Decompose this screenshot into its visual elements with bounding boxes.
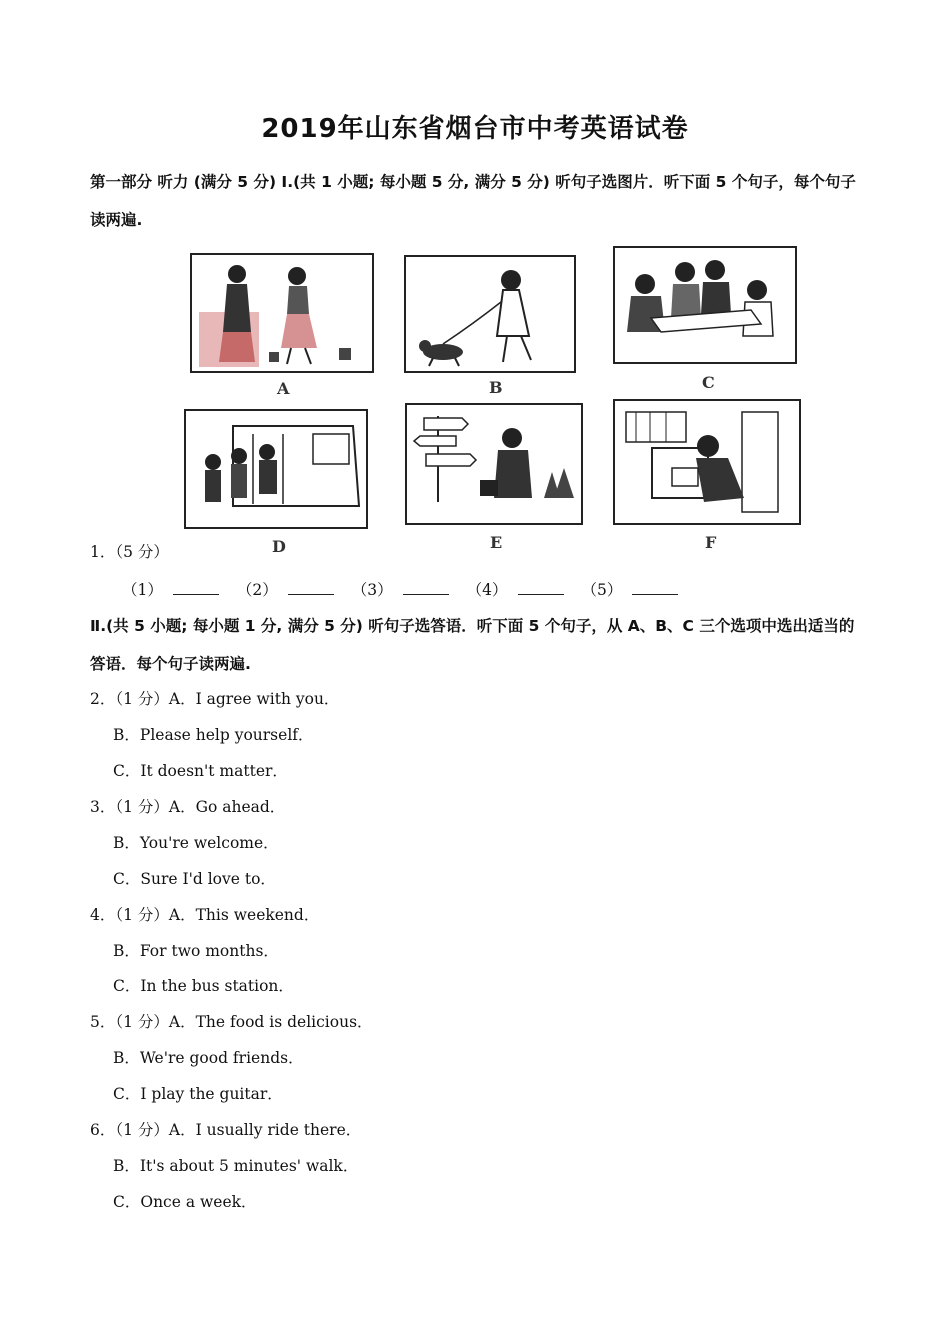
picture-b-label: B (489, 378, 503, 397)
two-girls-shopping-icon (189, 252, 375, 374)
question-5-option-c: C．I play the guitar． (113, 1085, 283, 1103)
blank-2[interactable]: （2） (237, 578, 334, 600)
question-3-option-c: C．Sure I'd love to． (113, 870, 276, 888)
question-4-option-c: C．In the bus station． (113, 977, 294, 995)
part1-instructions (90, 163, 870, 239)
picture-c-label: C (702, 373, 715, 392)
boy-reading-icon (612, 398, 802, 526)
picture-d (183, 406, 369, 530)
question-3-option-b: B．You're welcome． (113, 834, 279, 852)
question-1-blanks (122, 578, 690, 600)
question-5-stem: 5．（1 分）A．The food is delicious． (90, 1013, 373, 1031)
question-4-option-b: B．For two months． (113, 942, 279, 960)
picture-c (611, 244, 799, 366)
picture-f-label: F (705, 533, 717, 552)
blank-5[interactable]: （5） (582, 578, 679, 600)
question-5-option-b: B．We're good friends． (113, 1049, 304, 1067)
blank-4[interactable]: （4） (467, 578, 564, 600)
page-title: 2019年山东省烟台市中考英语试卷 (261, 114, 689, 144)
part1-line2: 读两遍. (90, 211, 143, 229)
question-2-stem: 2．（1 分）A．I agree with you． (90, 690, 340, 708)
question-3-stem: 3．（1 分）A．Go ahead． (90, 798, 286, 816)
question-4-stem: 4．（1 分）A．This weekend． (90, 906, 320, 924)
part1-line1: 第一部分 听力 (满分 5 分) Ⅰ.(共 1 小题; 每小题 5 分, 满分 5 分) 听句子选图片．听下面 5 个句子，每个句子 (90, 173, 856, 191)
blank-3[interactable]: （3） (352, 578, 449, 600)
question-6-option-b: B．It's about 5 minutes' walk． (113, 1157, 359, 1175)
girl-walking-dog-icon (403, 254, 577, 374)
man-at-signpost-icon (404, 402, 584, 526)
question-1-stem: 1．（5 分） (90, 543, 169, 561)
picture-e-label: E (490, 533, 503, 552)
part2-instructions (90, 607, 870, 683)
people-boarding-bus-icon (183, 406, 369, 530)
picture-e (404, 402, 584, 526)
group-studying-icon (611, 244, 799, 366)
picture-d-label: D (272, 537, 286, 556)
part2-line1: Ⅱ.(共 5 小题; 每小题 1 分, 满分 5 分) 听句子选答语．听下面 5 个句子，从 A、B、C 三个选项中选出适当的 (90, 617, 855, 635)
blank-1[interactable]: （1） (122, 578, 219, 600)
part2-line2: 答语．每个句子读两遍. (90, 655, 251, 673)
question-2-option-c: C．It doesn't matter． (113, 762, 288, 780)
question-6-option-c: C．Once a week． (113, 1193, 257, 1211)
picture-a (189, 252, 375, 374)
picture-a-label: A (277, 379, 290, 398)
picture-f (612, 398, 802, 526)
question-2-option-b: B．Please help yourself． (113, 726, 314, 744)
question-6-stem: 6．（1 分）A．I usually ride there． (90, 1121, 362, 1139)
picture-b (403, 254, 577, 374)
